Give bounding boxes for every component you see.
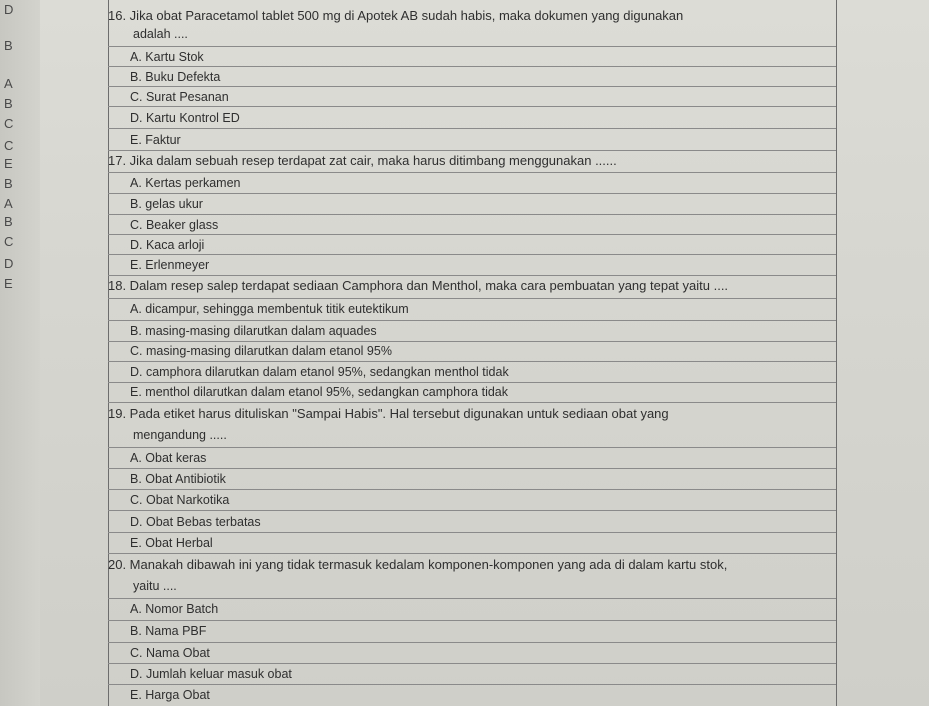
row-divider (108, 642, 836, 643)
question-19: 19. Pada etiket harus dituliskan "Sampai Habis". Hal tersebut digunakan untuk sediaan obat yang (108, 406, 669, 421)
row-divider (108, 193, 836, 194)
row-divider (108, 86, 836, 87)
option: A. Obat keras (130, 451, 207, 465)
edge-letter: B (4, 176, 13, 191)
row-divider (108, 382, 836, 383)
option: E. Obat Herbal (130, 536, 213, 550)
edge-letter: E (4, 156, 13, 171)
row-divider (108, 489, 836, 490)
row-divider (108, 234, 836, 235)
row-divider (108, 298, 836, 299)
option: E. Faktur (130, 133, 181, 147)
question-20-continuation: yaitu .... (133, 579, 177, 593)
question-20: 20. Manakah dibawah ini yang tidak termasuk kedalam komponen-komponen yang ada di dalam kartu stok, (108, 557, 728, 572)
row-divider (108, 172, 836, 173)
question-19-continuation: mengandung ..... (133, 428, 227, 442)
option: A. Kertas perkamen (130, 176, 241, 190)
option: D. camphora dilarutkan dalam etanol 95%, sedangkan menthol tidak (130, 365, 509, 379)
row-divider (108, 532, 836, 533)
option: E. menthol dilarutkan dalam etanol 95%, sedangkan camphora tidak (130, 385, 509, 399)
edge-letter: B (4, 38, 13, 53)
option: B. Nama PBF (130, 624, 207, 638)
option: D. Jumlah keluar masuk obat (130, 667, 292, 681)
row-divider (108, 598, 836, 599)
option: C. Nama Obat (130, 646, 210, 660)
edge-letter: E (4, 276, 13, 291)
row-divider (108, 510, 836, 511)
option: B. gelas ukur (130, 197, 203, 211)
row-divider (108, 341, 836, 342)
edge-letter: A (4, 196, 13, 211)
option: D. Kaca arloji (130, 238, 205, 252)
row-divider (108, 553, 836, 554)
option: C. Beaker glass (130, 218, 219, 232)
option: B. Buku Defekta (130, 70, 221, 84)
option: C. Surat Pesanan (130, 90, 229, 104)
row-divider (108, 46, 836, 47)
option: C. Obat Narkotika (130, 493, 230, 507)
row-divider (108, 684, 836, 685)
row-divider (108, 150, 836, 151)
option: D. Kartu Kontrol ED (130, 111, 240, 125)
question-18: 18. Dalam resep salep terdapat sediaan Camphora dan Menthol, maka cara pembuatan yang tepat yaitu .... (108, 278, 729, 293)
option: A. Kartu Stok (130, 50, 204, 64)
row-divider (108, 468, 836, 469)
edge-letter: A (4, 76, 13, 91)
option: E. Harga Obat (130, 688, 210, 702)
option: A. Nomor Batch (130, 602, 219, 616)
row-divider (108, 361, 836, 362)
row-divider (108, 66, 836, 67)
edge-letter: D (4, 256, 14, 271)
option: C. masing-masing dilarutkan dalam etanol 95% (130, 344, 392, 358)
edge-letter: B (4, 96, 13, 111)
row-divider (108, 447, 836, 448)
previous-page-edge (0, 0, 40, 706)
option: D. Obat Bebas terbatas (130, 515, 261, 529)
edge-letter: C (4, 234, 14, 249)
option: B. masing-masing dilarutkan dalam aquades (130, 324, 377, 338)
option: E. Erlenmeyer (130, 258, 210, 272)
row-divider (108, 106, 836, 107)
row-divider (108, 254, 836, 255)
row-divider (108, 663, 836, 664)
row-divider (108, 275, 836, 276)
question-16: 16. Jika obat Paracetamol tablet 500 mg di Apotek AB sudah habis, maka dokumen yang digunakan (108, 8, 684, 23)
row-divider (108, 402, 836, 403)
edge-letter: C (4, 116, 14, 131)
question-17: 17. Jika dalam sebuah resep terdapat zat cair, maka harus ditimbang menggunakan ...... (108, 153, 617, 168)
edge-letter: D (4, 2, 14, 17)
row-divider (108, 214, 836, 215)
option: A. dicampur, sehingga membentuk titik eutektikum (130, 302, 409, 316)
option: B. Obat Antibiotik (130, 472, 226, 486)
edge-letter: C (4, 138, 14, 153)
row-divider (108, 128, 836, 129)
question-16-continuation: adalah .... (133, 27, 188, 41)
row-divider (108, 620, 836, 621)
row-divider (108, 320, 836, 321)
edge-letter: B (4, 214, 13, 229)
